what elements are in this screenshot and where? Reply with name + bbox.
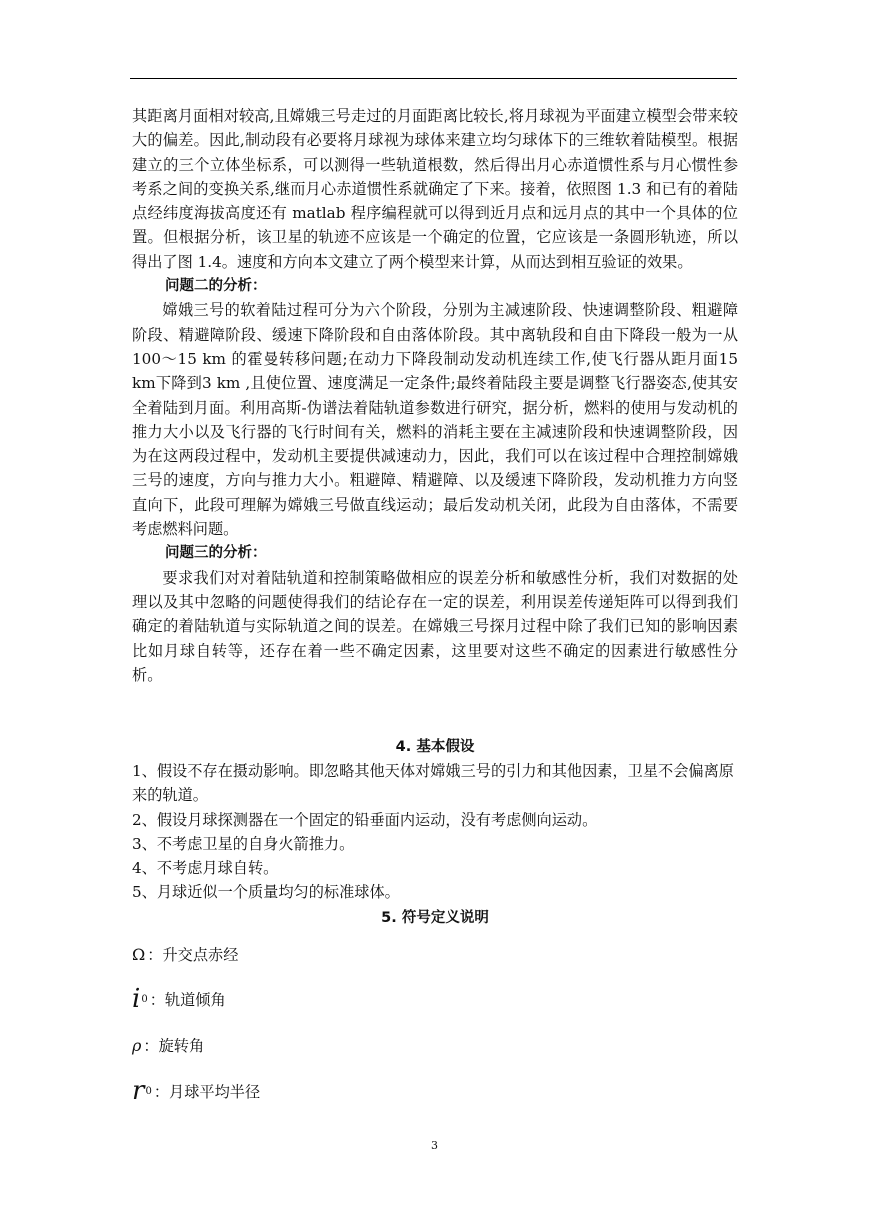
- problem3-heading: 问题三的分析：: [165, 545, 267, 562]
- symbol-desc: ：轨道倾角: [149, 990, 226, 1009]
- page-number: 3: [431, 1139, 438, 1152]
- symbol-rho: ρ: [132, 1035, 142, 1055]
- symbol-i: i: [132, 984, 141, 1015]
- symbol-row-rho: [132, 1024, 738, 1066]
- header-rule: [130, 78, 737, 79]
- section-gap: [132, 687, 738, 735]
- page-content: [132, 104, 738, 1116]
- assumption-item: 5、月球近似一个质量均匀的标准球体。: [132, 883, 400, 902]
- assumption-item: 3、不考虑卫星的自身火箭推力。: [132, 834, 355, 853]
- assumption-item: 1、假设不存在摄动影响。即忽略其他天体对嫦娥三号的引力和其他因素，卫星不会偏离原来的轨道。: [132, 762, 734, 805]
- symbol-row-i0: [132, 974, 738, 1024]
- section4-title: 4. 基本假设: [395, 739, 475, 756]
- problem2-paragraph: 嫦娥三号的软着陆过程可分为六个阶段，分别为主减速阶段、快速调整阶段、粗避障阶段、精避障阶段、缓速下降阶段和自由落体阶段。其中离轨段和自由下降段一般为一从100～15 km 的霍曼转移问题;在动力下降段制动发动机连续工作,使飞行器从距月面15 km下降到3 km ,且使位置、速度满足一定条件;最终着陆段主要是调整飞行器姿态,使其安全着陆到月面。利用高斯-伪谱法着陆轨道参数进行研究，据分析，燃料的使用与发动机的推力大小以及飞行器的飞行时间有关，燃料的消耗主要在主减速阶段和快速调整阶段，因为在这两段过程中，发动机主要提供减速动力，因此，我们可以在该过程中合理控制嫦娥三号的速度，方向与推力大小。粗避障、精避障、以及缓速下降阶段，发动机推力方向竖直向下，此段可理解为嫦娥三号做直线运动；最后发动机关闭，此段为自由落体，不需要考虑燃料问题。: [132, 301, 738, 539]
- problem3-paragraph: 要求我们对对着陆轨道和控制策略做相应的误差分析和敏感性分析，我们对数据的处理以及其中忽略的问题使得我们的结论存在一定的误差，利用误差传递矩阵可以得到我们确定的着陆轨道与实际轨道之间的误差。在嫦娥三号探月过程中除了我们已知的影响因素比如月球自转等，还存在着一些不确定因素，这里要对这些不确定的因素进行敏感性分析。: [132, 568, 738, 684]
- symbol-r: r: [132, 1076, 145, 1107]
- assumption-item: 4、不考虑月球自转。: [132, 858, 279, 877]
- section5-title: 5. 符号定义说明: [381, 910, 489, 927]
- symbol-row-r0: [132, 1066, 738, 1116]
- symbol-omega: Ω: [132, 944, 146, 964]
- symbol-row-omega: [132, 934, 738, 974]
- symbol-desc: ：升交点赤经: [147, 945, 239, 964]
- assumption-item: 2、假设月球探测器在一个固定的铅垂面内运动，没有考虑侧向运动。: [132, 810, 598, 829]
- intro-paragraph: 其距离月面相对较高,且嫦娥三号走过的月面距离比较长,将月球视为平面建立模型会带来较大的偏差。因此,制动段有必要将月球视为球体来建立均匀球体下的三维软着陆模型。根据建立的三个立体坐标系，可以测得一些轨道根数，然后得出月心赤道惯性系与月心惯性参考系之间的变换关系,继而月心赤道惯性系就确定了下来。接着，依照图 1.3 和已有的着陆点经纬度海拔高度还有 matlab 程序编程就可以得到近月点和远月点的其中一个具体的位置。但根据分析，该卫星的轨迹不应该是一个确定的位置，它应该是一条圆形轨迹，所以得出了图 1.4。速度和方向本文建立了两个模型来计算，从而达到相互验证的效果。: [132, 107, 738, 271]
- problem2-heading: 问题二的分析：: [165, 278, 267, 295]
- symbol-desc: ：旋转角: [143, 1036, 205, 1055]
- symbol-subscript: 0: [141, 993, 148, 1005]
- symbol-desc: ：月球平均半径: [153, 1082, 261, 1101]
- symbol-subscript: 0: [145, 1085, 152, 1097]
